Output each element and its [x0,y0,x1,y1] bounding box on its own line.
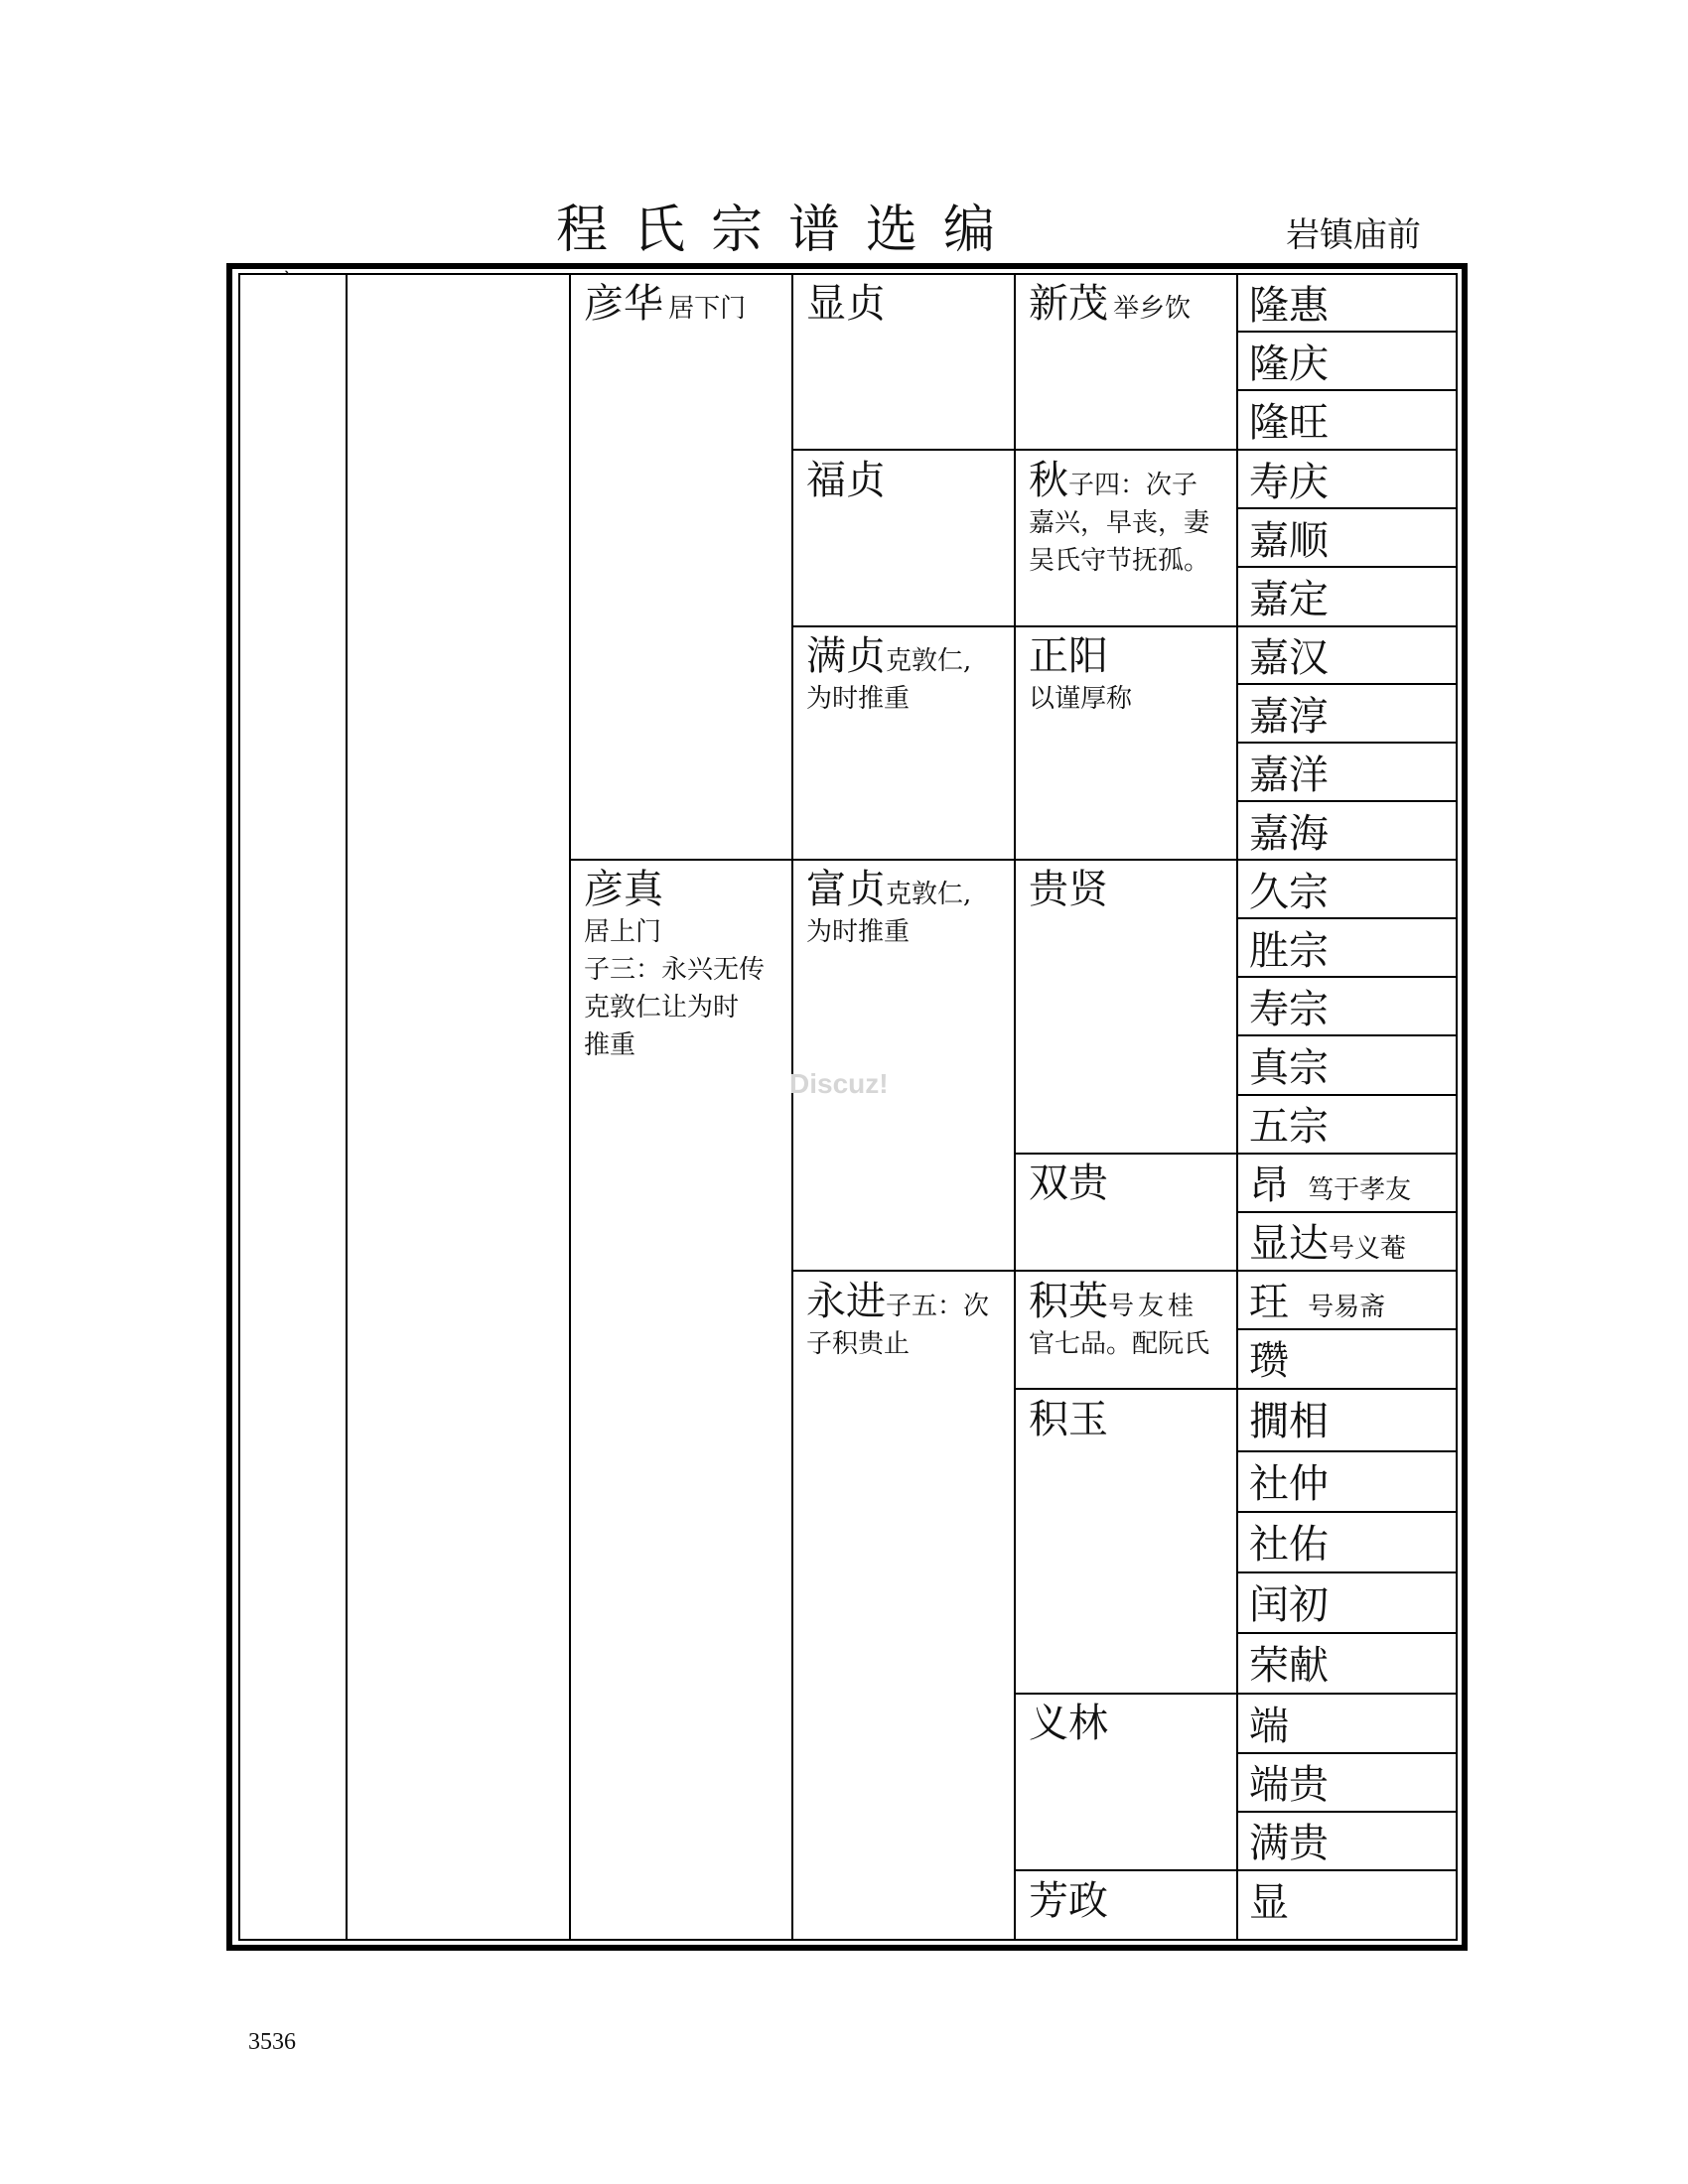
person-name: 彦真 [584,867,663,912]
person-name: 正阳 [1029,633,1108,679]
person-note: 为时推重 [806,684,911,714]
gen4-entry: 五宗 [1249,1104,1329,1150]
person-name: 贵贤 [1029,867,1108,912]
person-name: 义林 [1029,1701,1108,1746]
row-line [1236,859,1457,861]
row-line [1014,625,1238,627]
row-line [1014,859,1238,861]
gen4-entry: 隆旺 [1249,400,1329,446]
person-name: 芳政 [1029,1878,1108,1924]
inner-border-bottom [238,1939,1458,1941]
gen4-entry: 嘉淳 [1249,694,1329,740]
gen4-entry: 隆惠 [1249,283,1329,329]
row-line [1236,1388,1457,1390]
gen3-entry [1029,632,1232,718]
gen4-entry: 撊相 [1249,1399,1329,1444]
row-line [1236,742,1457,744]
row-line [1236,507,1457,509]
person-name: 积英 [1029,1279,1108,1324]
person-note: 嘉兴，早丧，妻 吴氏守节抚孤。 [1029,508,1210,576]
person-note: 子四：次子 [1068,471,1198,500]
person-name: 玨 [1249,1280,1289,1325]
page-number: 3536 [248,2029,296,2055]
gen3-entry [1029,1278,1232,1363]
column-divider-3 [791,273,793,1941]
row-line [1236,1153,1457,1155]
row-line [1236,1869,1457,1871]
gen4-entry: 荣献 [1249,1643,1329,1689]
gen1-entry [584,280,782,328]
watermark: Discuz! [789,1068,889,1099]
row-line [791,625,1016,627]
gen4-entry [1249,1220,1406,1268]
row-line [1236,1571,1457,1573]
row-line [1236,1811,1457,1813]
column-divider-2 [569,273,571,1941]
row-line [1236,566,1457,568]
gen2-entry [806,632,1010,718]
gen2-entry [806,1278,1010,1363]
gen4-entry: 满贵 [1249,1821,1329,1866]
row-line [1236,1328,1457,1330]
person-note: 子五：次 [886,1292,990,1321]
gen4-entry: 社仲 [1249,1461,1329,1507]
gen3-entry [1029,280,1232,328]
row-line [1236,331,1457,333]
person-name: 新茂 [1029,281,1108,327]
row-line [1236,1034,1457,1036]
person-note: 笃于孝友 [1308,1175,1412,1205]
gen1-entry [584,866,782,1064]
person-note: 克敦仁, [886,880,972,909]
person-name: 秋 [1029,458,1068,503]
row-line [1236,1511,1457,1513]
person-note: 号友桂 [1108,1292,1198,1321]
person-note: 为时推重 [806,917,911,947]
person-name: 显达 [1249,1221,1329,1267]
row-line [1236,1094,1457,1096]
gen4-entry: 真宗 [1249,1045,1329,1091]
row-line [1236,625,1457,627]
gen4-entry: 寿宗 [1249,987,1329,1032]
gen4-entry: 嘉洋 [1249,752,1329,798]
person-name: 富贞 [806,867,886,912]
person-name: 彦华 [584,281,663,327]
gen4-entry: 端 [1249,1704,1289,1749]
row-line [569,859,793,861]
gen2-entry [806,280,1010,328]
person-note: 居下门 [668,294,747,324]
gen4-entry: 显 [1249,1880,1289,1926]
gen3-entry [1029,1700,1232,1747]
gen3-entry [1029,1396,1232,1443]
row-line [1014,1270,1238,1272]
gen4-entry: 嘉海 [1249,811,1329,857]
gen4-entry: 端贵 [1249,1762,1329,1808]
gen4-entry: 嘉顺 [1249,518,1329,564]
person-name: 福贞 [806,458,886,503]
gen4-entry [1249,1161,1411,1209]
gen4-entry: 隆庆 [1249,341,1329,387]
person-note: 举乡饮 [1113,294,1192,324]
person-note: 号义菴 [1329,1234,1407,1264]
row-line [1236,1211,1457,1213]
row-line [1236,449,1457,451]
row-line [1236,1632,1457,1634]
person-name: 满贞 [806,633,886,679]
person-note: 以谨厚称 [1029,684,1133,714]
page-subtitle: 岩镇庙前 [1286,215,1421,255]
column-divider-1 [346,273,348,1941]
row-line [1236,1270,1457,1272]
gen4-entry: 社佑 [1249,1522,1329,1568]
row-line [1014,1153,1238,1155]
row-line [1014,1693,1238,1695]
page-title: 程氏宗谱选编 [556,201,1022,260]
row-line [1236,1450,1457,1452]
gen2-entry [806,457,1010,504]
person-name: 显贞 [806,281,886,327]
gen2-entry [806,866,1010,951]
inner-border-top [238,273,1458,275]
gen3-entry [1029,1877,1232,1925]
gen3-entry [1029,866,1232,913]
person-name: 双贵 [1029,1160,1108,1206]
gen4-entry: 胜宗 [1249,928,1329,974]
gen4-entry: 寿庆 [1249,460,1329,505]
person-name: 昂 [1249,1162,1289,1208]
person-note: 子积贵止 [806,1329,911,1359]
row-line [1236,683,1457,685]
gen4-entry: 久宗 [1249,870,1329,915]
gen3-entry [1029,1160,1232,1207]
row-line [1236,1693,1457,1695]
gen4-entry: 瓒 [1249,1338,1289,1384]
row-line [791,1270,1016,1272]
column-divider-4 [1014,273,1016,1941]
row-line [1236,1752,1457,1754]
gen4-entry: 嘉汉 [1249,635,1329,681]
row-line [1236,976,1457,978]
person-note: 克敦仁, [886,646,972,676]
row-line [791,449,1016,451]
gen3-entry [1029,457,1232,580]
row-line [791,859,1016,861]
person-name: 积玉 [1029,1397,1108,1442]
corner-mark: ` [283,270,294,295]
row-line [1236,800,1457,802]
gen4-entry [1249,1279,1385,1326]
row-line [1014,449,1238,451]
row-line [1014,1388,1238,1390]
person-note: 号易斋 [1308,1293,1386,1322]
inner-border-left [238,273,240,1941]
gen4-entry: 闰初 [1249,1582,1329,1628]
row-line [1014,1869,1238,1871]
gen4-entry: 嘉定 [1249,577,1329,622]
person-note: 居上门 子三：永兴无传 克敦仁让为时 推重 [584,917,766,1060]
person-name: 永进 [806,1279,886,1324]
inner-border-right [1456,273,1458,1941]
row-line [1236,917,1457,919]
column-divider-5 [1236,273,1238,1941]
row-line [1236,389,1457,391]
person-note: 官七品。配阮氏 [1029,1329,1210,1359]
